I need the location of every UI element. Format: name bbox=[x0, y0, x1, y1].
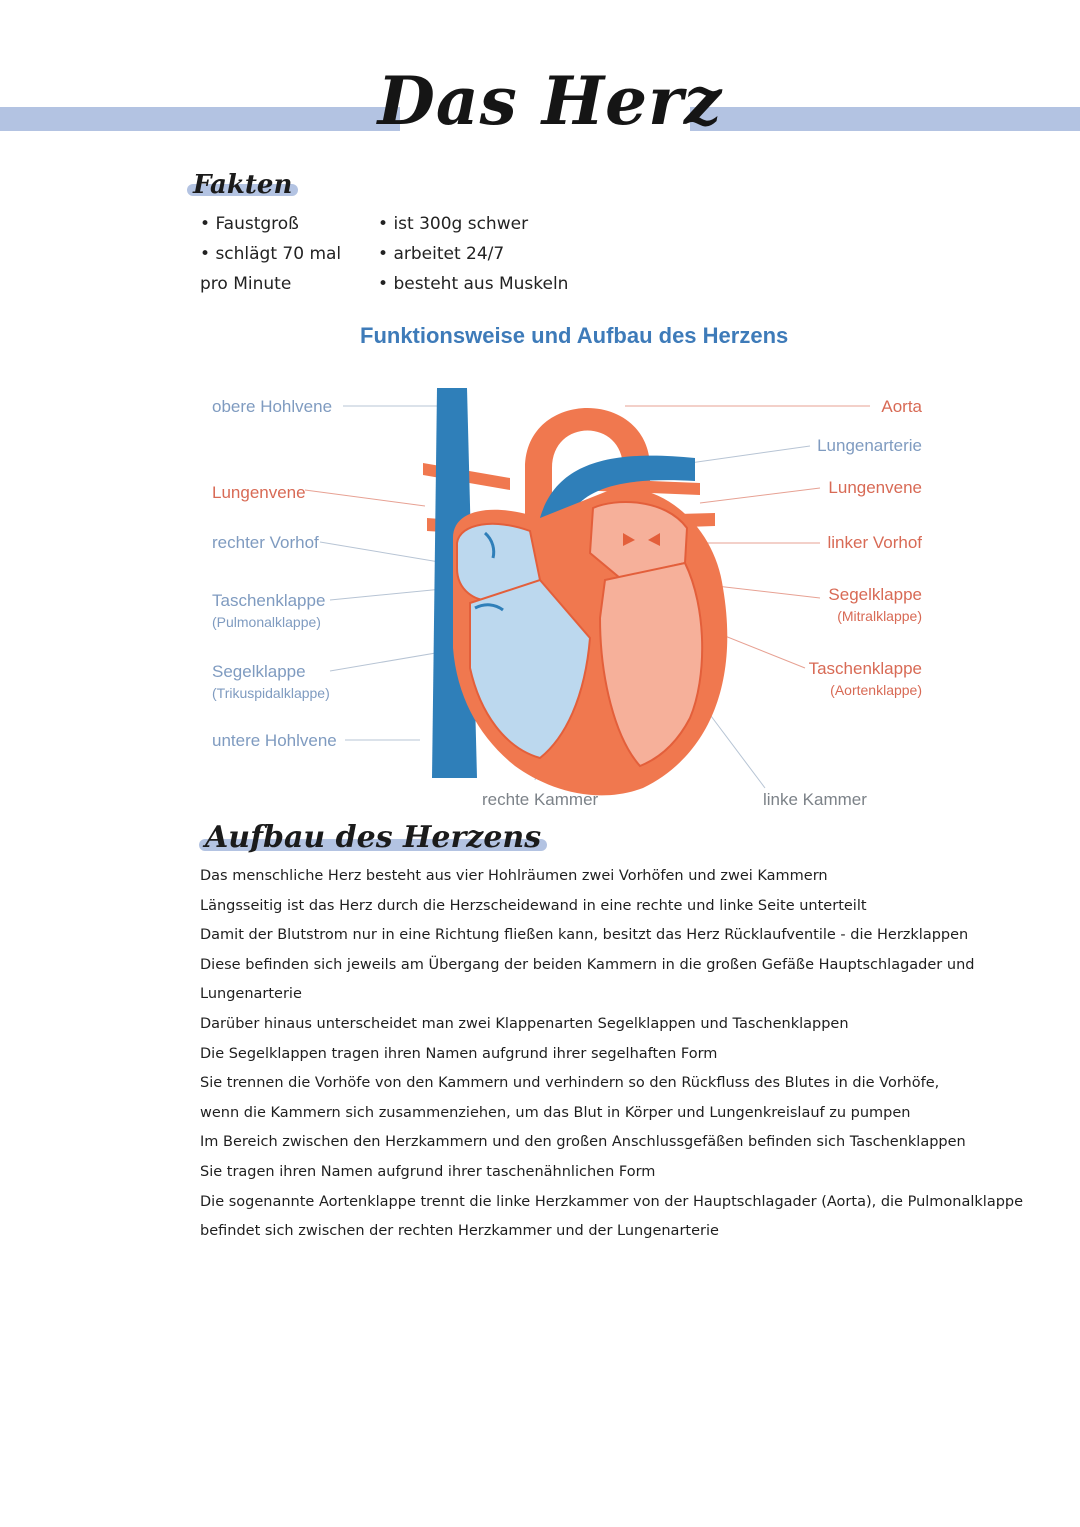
text-line: Die Segelklappen tragen ihren Namen aufgrund ihrer segelhaften Form bbox=[200, 1045, 718, 1062]
aufbau-heading-text: Aufbau des Herzens bbox=[205, 820, 542, 855]
fact-item-continuation: pro Minute bbox=[200, 274, 292, 294]
label-aortenklappe: (Aortenklappe) bbox=[830, 682, 922, 698]
label-rechte-kammer: rechte Kammer bbox=[482, 790, 599, 809]
text-line: Damit der Blutstrom nur in eine Richtung fließen kann, besitzt das Herz Rücklaufventile - die Herzklappen bbox=[200, 927, 969, 944]
label-lungenvene-left: Lungenvene bbox=[212, 483, 306, 502]
text-line: Lungenarterie bbox=[200, 986, 302, 1003]
fact-item: • arbeitet 24/7 bbox=[378, 239, 578, 269]
text-line: Längsseitig ist das Herz durch die Herzscheidewand in eine rechte und linke Seite unterteilt bbox=[200, 897, 867, 914]
text-line: Diese befinden sich jeweils am Übergang der beiden Kammern in die großen Gefäße Hauptschlagader und bbox=[200, 956, 975, 973]
page-title: Das Herz bbox=[377, 62, 723, 140]
label-rechter-vorhof: rechter Vorhof bbox=[212, 533, 319, 552]
label-taschenklappe-right: Taschenklappe bbox=[808, 659, 922, 678]
label-segelklappe-left: Segelklappe bbox=[212, 662, 306, 681]
text-line: Die sogenannte Aortenklappe trennt die linke Herzkammer von der Hauptschlagader (Aorta), die Pulmonalklappe bbox=[200, 1193, 1024, 1210]
text-line: Das menschliche Herz besteht aus vier Hohlräumen zwei Vorhöfen und zwei Kammern bbox=[200, 868, 828, 884]
text-line: wenn die Kammern sich zusammenziehen, um das Blut in Körper und Lungenkreislauf zu pumpen bbox=[200, 1104, 911, 1121]
fact-item: • besteht aus Muskeln bbox=[378, 269, 578, 299]
facts-list-right bbox=[378, 209, 578, 299]
label-linker-vorhof: linker Vorhof bbox=[827, 533, 922, 552]
label-aorta: Aorta bbox=[881, 397, 922, 416]
label-mitralklappe: (Mitralklappe) bbox=[837, 608, 922, 624]
text-line: Sie trennen die Vorhöfe von den Kammern und verhindern so den Rückfluss des Blutes in die Vorhöfe, bbox=[200, 1075, 940, 1092]
leader-line bbox=[305, 490, 425, 506]
leader-line bbox=[690, 446, 810, 463]
facts-heading bbox=[193, 170, 292, 200]
facts-list-left bbox=[200, 209, 360, 299]
facts-heading-text: Fakten bbox=[193, 170, 293, 200]
fact-item: • ist 300g schwer bbox=[378, 209, 578, 239]
label-pulmonalklappe: (Pulmonalklappe) bbox=[212, 614, 321, 630]
aufbau-text bbox=[200, 862, 1024, 1247]
fact-item: • Faustgroß bbox=[200, 209, 360, 239]
leader-line bbox=[700, 488, 820, 503]
label-taschenklappe-left: Taschenklappe bbox=[212, 591, 326, 610]
label-linke-kammer: linke Kammer bbox=[763, 790, 867, 809]
diagram-title: Funktionsweise und Aufbau des Herzens bbox=[360, 323, 789, 348]
aufbau-heading bbox=[205, 820, 541, 855]
fact-item: • schlägt 70 mal bbox=[200, 239, 360, 269]
text-line: Im Bereich zwischen den Herzkammern und den großen Anschlussgefäßen befinden sich Taschenklappen bbox=[200, 1134, 966, 1151]
text-line: Darüber hinaus unterscheidet man zwei Klappenarten Segelklappen und Taschenklappen bbox=[200, 1015, 849, 1032]
label-segelklappe-right: Segelklappe bbox=[828, 585, 922, 604]
title-highlight-stripe-left bbox=[0, 107, 400, 131]
title-highlight-stripe-right bbox=[690, 107, 1080, 131]
label-trikuspidalklappe: (Trikuspidalklappe) bbox=[212, 685, 330, 701]
label-lungenvene-right: Lungenvene bbox=[828, 478, 922, 497]
heart-diagram-svg bbox=[195, 318, 940, 823]
label-lungenarterie: Lungenarterie bbox=[817, 436, 922, 455]
label-untere-hohlvene: untere Hohlvene bbox=[212, 731, 337, 750]
text-line: Sie tragen ihren Namen aufgrund ihrer taschenähnlichen Form bbox=[200, 1163, 656, 1180]
label-obere-hohlvene: obere Hohlvene bbox=[212, 397, 333, 416]
text-line: befindet sich zwischen der rechten Herzkammer und der Lungenarterie bbox=[200, 1223, 719, 1240]
heart-diagram bbox=[195, 318, 940, 823]
